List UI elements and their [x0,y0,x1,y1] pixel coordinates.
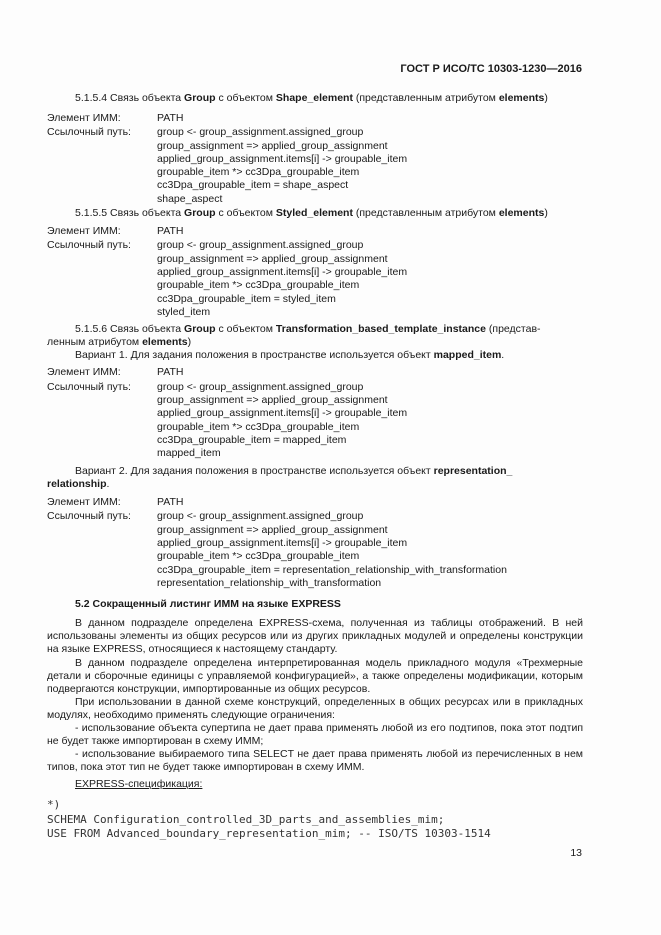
variant-2-cont [47,478,109,491]
path-line: groupable_item *> cc3Dpa_groupable_item [157,550,360,562]
entity-name: representation_ [433,465,513,477]
path-line: cc3Dpa_groupable_item = mapped_item [157,434,347,446]
title-text: 5.1.5.5 Связь объекта [75,207,185,219]
variant-2 [75,465,512,478]
path-line: applied_group_assignment.items[i] -> groupable_item [157,537,408,549]
path-line: groupable_item *> cc3Dpa_groupable_item [157,166,360,178]
path-line: group <- group_assignment.assigned_group [157,510,364,522]
express-spec-label: EXPRESS-спецификация: [75,778,203,790]
entity-name: relationship [47,478,107,490]
title-text: с объектом [215,207,276,219]
path-line: mapped_item [157,447,221,459]
path-line: cc3Dpa_groupable_item = shape_aspect [157,179,349,191]
path-line: applied_group_assignment.items[i] -> groupable_item [157,266,408,278]
document-header: ГОСТ Р ИСО/ТС 10303-1230—2016 [400,63,582,75]
title-text: ) [187,336,192,348]
paragraph: В данном подразделе определена интерпретированная модель прикладного модуля «Трехмерные детали и сборочные единицы с управляемой конфигурацией», а также определены модификации, которым подвергаются конструкции, импортированные из общих ресурсов. [47,657,583,695]
entity-name: Shape_element [275,92,353,104]
title-text: (представ- [485,323,541,335]
path-line: group_assignment => applied_group_assignment [157,253,388,265]
mim-element-value: PATH [157,225,184,237]
variant-1 [75,349,504,362]
variant-text: Вариант 1. Для задания положения в пространстве используется объект [75,349,434,361]
path-line: applied_group_assignment.items[i] -> groupable_item [157,407,408,419]
mim-element-value: PATH [157,112,184,124]
path-line: cc3Dpa_groupable_item = styled_item [157,293,336,305]
paragraph: - использование объекта супертипа не дает права применять любой из его подтипов, пока этот подтип не будет также импортирован в схему ИММ; [47,722,583,747]
path-line: groupable_item *> cc3Dpa_groupable_item [157,279,360,291]
mim-element-label: Элемент ИММ: [47,112,121,124]
clause-5-1-5-6-title-cont [47,336,191,349]
clause-5-1-5-5-title [75,207,548,220]
title-text: ленным атрибутом [47,336,143,348]
code-line: SCHEMA Configuration_controlled_3D_parts_and_assemblies_mim; [47,813,445,826]
variant-text: . [501,349,505,361]
path-line: shape_aspect [157,193,223,205]
clause-5-1-5-4-title [75,92,548,105]
title-text: (представленным атрибутом [352,92,499,104]
entity-name: Styled_element [275,207,353,219]
title-text: ) [544,207,548,219]
paragraph: - использование выбираемого типа SELECT не дает права применять любой из перечисленных в нем типов, пока этот тип не будет также импортирован в схему ИММ. [47,748,583,773]
mim-element-label: Элемент ИММ: [47,366,121,378]
reference-path-label: Ссылочный путь: [47,510,131,522]
title-text: 5.1.5.6 Связь объекта [75,323,185,335]
title-text: (представленным атрибутом [352,207,499,219]
section-5-2-heading: 5.2 Сокращенный листинг ИММ на языке EXPRESS [75,598,341,610]
code-line: *) [47,798,61,811]
attribute-name: elements [498,92,545,104]
path-line: representation_relationship_with_transformation [157,577,382,589]
variant-text: . [106,478,110,490]
path-line: group_assignment => applied_group_assignment [157,394,388,406]
mim-element-value: PATH [157,496,184,508]
path-line: group <- group_assignment.assigned_group [157,126,364,138]
path-line: cc3Dpa_groupable_item = representation_relationship_with_transformation [157,564,507,576]
path-line: group_assignment => applied_group_assignment [157,524,388,536]
entity-name: Group [184,323,216,335]
entity-name: Group [184,207,216,219]
reference-path-label: Ссылочный путь: [47,381,131,393]
paragraph: В данном подразделе определена EXPRESS-схема, полученная из таблицы отображений. В ней использованы элементы из общих ресурсов или из других прикладных модулей и определены конструкции на языке EXPRESS, относящиеся к настоящему стандарту. [47,617,583,655]
attribute-name: elements [498,207,545,219]
path-line: applied_group_assignment.items[i] -> groupable_item [157,153,408,165]
paragraph: При использовании в данной схеме конструкций, определенных в общих ресурсах или в прикладных модулях, необходимо применять следующие ограничения: [47,696,583,721]
path-line: groupable_item *> cc3Dpa_groupable_item [157,421,360,433]
title-text: ) [544,92,548,104]
mim-element-value: PATH [157,366,184,378]
title-text: с объектом [215,92,276,104]
page-number: 13 [570,847,582,859]
path-line: group <- group_assignment.assigned_group [157,239,364,251]
reference-path-label: Ссылочный путь: [47,126,131,138]
mim-element-label: Элемент ИММ: [47,496,121,508]
clause-5-1-5-6-title [75,323,541,336]
path-line: group_assignment => applied_group_assignment [157,140,388,152]
code-line: USE FROM Advanced_boundary_representation_mim; -- ISO/TS 10303-1514 [47,827,491,840]
attribute-name: elements [142,336,188,348]
path-line: group <- group_assignment.assigned_group [157,381,364,393]
entity-name: Group [184,92,216,104]
variant-text: Вариант 2. Для задания положения в пространстве используется объект [75,465,434,477]
title-text: 5.1.5.4 Связь объекта [75,92,185,104]
title-text: с объектом [215,323,276,335]
path-line: styled_item [157,306,211,318]
entity-name: Transformation_based_template_instance [275,323,486,335]
entity-name: mapped_item [433,349,502,361]
reference-path-label: Ссылочный путь: [47,239,131,251]
mim-element-label: Элемент ИММ: [47,225,121,237]
